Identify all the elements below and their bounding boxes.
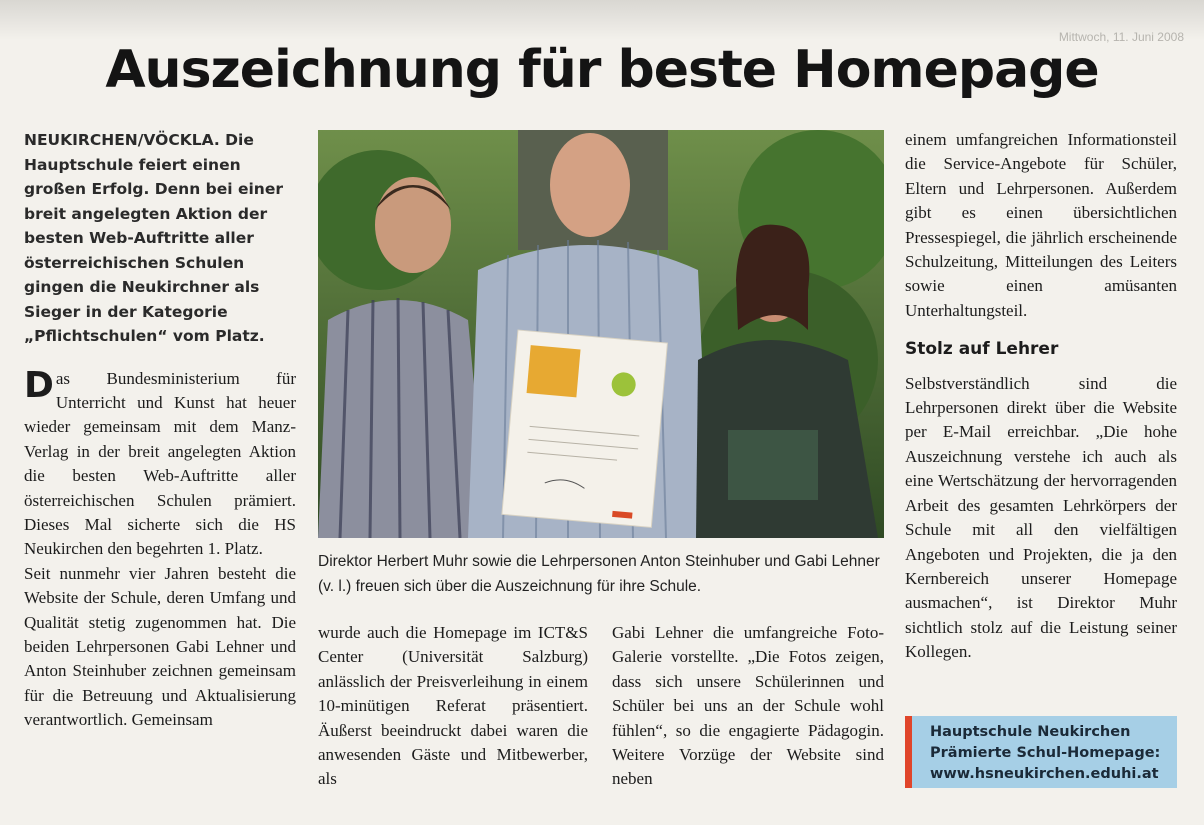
column-4 <box>905 128 1177 665</box>
photo-caption: Direktor Herbert Muhr sowie die Lehrpersonen Anton Steinhuber und Gabi Lehner (v. l.) freuen sich über die Auszeichnung für ihre Schule. <box>318 553 880 595</box>
info-box-line-2: Prämierte Schul-Homepage: <box>930 745 1161 761</box>
article-photo <box>318 130 884 538</box>
info-box <box>905 716 1177 788</box>
body-paragraph-5: einem umfangreichen Informationsteil die Service-Angebote für Schüler, Eltern und Lehrpersonen. Außerdem gibt es einen übersichtlichen Pressespiegel, die jährlich erscheinende Schulzeitung, Mitteilungen des Leiters sowie einen amüsanten Unterhaltungsteil. <box>905 130 1177 320</box>
lead-paragraph: NEUKIRCHEN/VÖCKLA. Die Hauptschule feiert einen großen Erfolg. Denn bei einer breit angelegten Aktion der besten Web-Auftritte aller österreichischen Schulen gingen die Neukirchner als Sieger in der Kategorie „Pflichtschulen“ vom Platz. <box>24 131 283 345</box>
subheading: Stolz auf Lehrer <box>905 339 1059 360</box>
headline: Auszeichnung für beste Homepage <box>105 40 1099 100</box>
body-paragraph-4: Gabi Lehner die umfangreiche Foto-Galerie vorstellte. „Die Fotos zeigen, dass sich unsere Schülerinnen und Schüler bei uns an der Schule wohl fühlen“, so die engagierte Pädagogin. Weitere Vorzüge der Website sind neben <box>612 623 884 789</box>
body-paragraph-2: Seit nunmehr vier Jahren besteht die Website der Schule, deren Umfang und Qualität stetig zugenommen hat. Die beiden Lehrpersonen Gabi Lehner und Anton Steinhuber zeichnen gemeinsam für die Betreuung und Aktualisierung verantwortlich. Gemeinsam <box>24 563 296 730</box>
body-paragraph-1-text: as Bundesministerium für Unterricht und Kunst hat heuer wieder gemeinsam mit dem Manz-Verlag in der breit angelegten Aktion die besten Web-Auftritte aller österreichischen Schulen prämiert. Dieses Mal sicherte sich die HS Neukirchen den begehrten 1. Platz. <box>24 368 296 559</box>
column-2 <box>318 621 588 792</box>
page-top-edge <box>0 0 1204 40</box>
photo-illustration <box>318 130 884 538</box>
body-paragraph-1 <box>24 364 296 562</box>
info-box-line-1: Hauptschule Neukirchen <box>930 724 1131 740</box>
info-box-url[interactable]: www.hsneukirchen.eduhi.at <box>930 766 1159 782</box>
body-paragraph-6: Selbstverständlich sind die Lehrpersonen direkt über die Website per E-Mail erreichbar. „Die hohe Auszeichnung verstehe ich auch als eine Wertschätzung der hervorragenden Arbeit des gesamten Lehrkörpers der Schule mit all den vielfältigen Angeboten und Projekten, die ja den Kernbereich unserer Homepage ausmachen“, ist Direktor Muhr sichtlich stolz auf die Leistung seiner Kollegen. <box>905 373 1177 662</box>
column-3 <box>612 621 884 792</box>
column-1 <box>24 128 296 733</box>
body-paragraph-3: wurde auch die Homepage im ICT&S Center (Universität Salzburg) anlässlich der Preisverleihung in einem 10-minütigen Referat präsentiert. Äußerst beeindruckt dabei waren die anwesenden Gäste und Mitbewerber, als <box>318 623 588 789</box>
dropcap: D <box>24 364 54 406</box>
page-header-meta: Mittwoch, 11. Juni 2008 <box>1058 30 1184 44</box>
